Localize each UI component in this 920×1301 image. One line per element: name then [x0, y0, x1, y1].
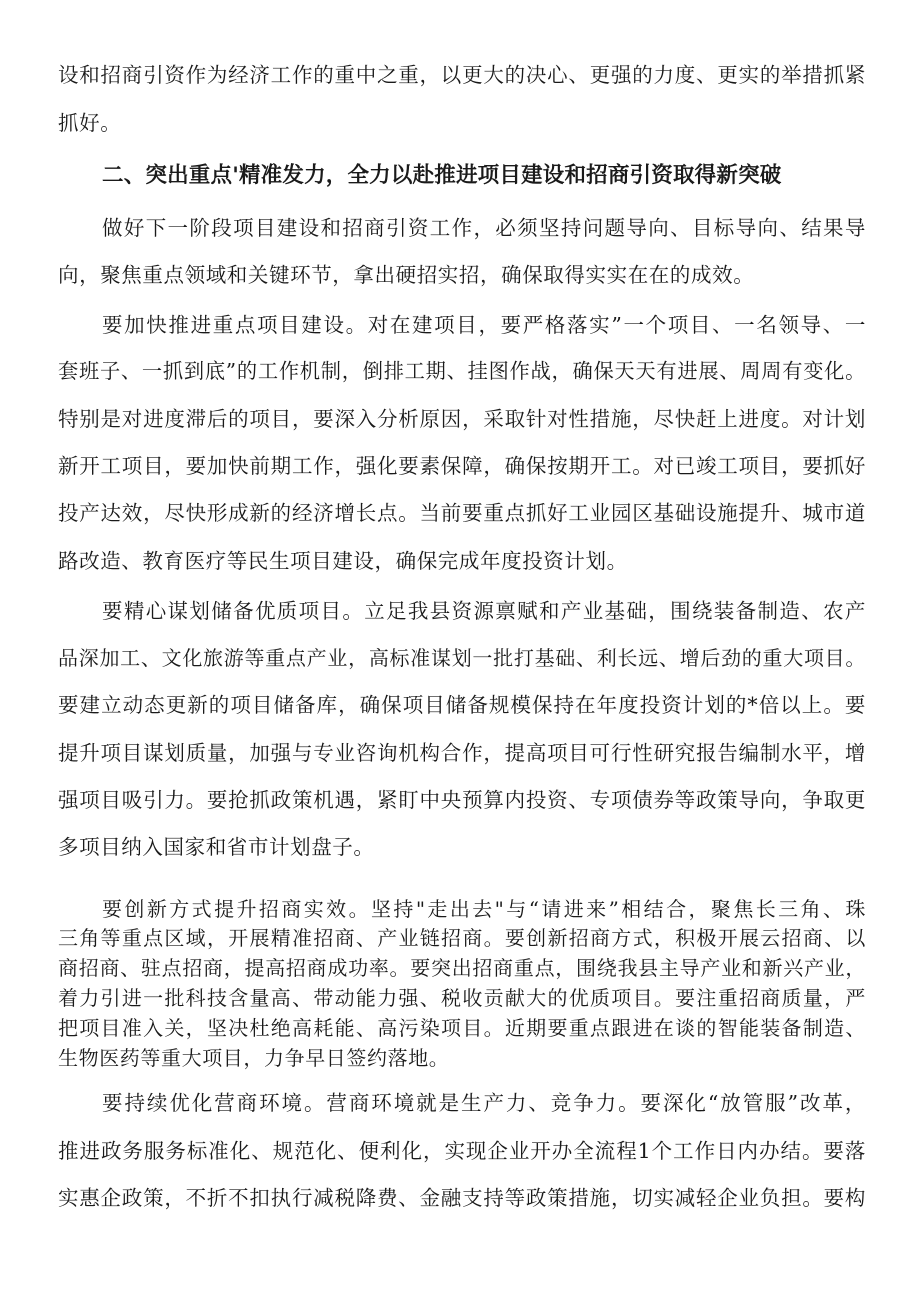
text-line: 生物医药等重大项目，力争早日签约落地。: [58, 1046, 450, 1070]
text-line: 套班子、一抓到底”的工作机制，倒排工期、挂图作战，确保天天有进展、周周有变化。: [58, 359, 866, 383]
text-line: 新开工项目，要加快前期工作，强化要素保障，确保按期开工。对已竣工项目，要抓好: [58, 454, 866, 478]
text-line: 要建立动态更新的项目储备库，确保项目储备规模保持在年度投资计划的*倍以上。要: [58, 693, 866, 717]
text-line: 要持续优化营商环境。营商环境就是生产力、竞争力。要深化“放管服”改革，: [102, 1091, 866, 1115]
text-line: 多项目纳入国家和省市计划盘子。: [58, 835, 375, 859]
text-line: 把项目准入关，坚决杜绝高耗能、高污染项目。近期要重点跟进在谈的智能装备制造、: [58, 1016, 866, 1040]
text-line: 商招商、驻点招商，提高招商成功率。要突出招商重点，围绕我县主导产业和新兴产业，: [58, 956, 866, 980]
text-line: 强项目吸引力。要抢抓政策机遇，紧盯中央预算内投资、专项债券等政策导向，争取更: [58, 788, 866, 812]
text-line: 推进政务服务标准化、规范化、便利化，实现企业开办全流程1个工作日内办结。要落: [58, 1139, 866, 1163]
text-line: 实惠企政策，不折不扣执行减税降费、金融支持等政策措施，切实减轻企业负担。要构: [58, 1186, 866, 1210]
text-line: 要创新方式提升招商实效。坚持"走出去"与“请进来”相结合，聚焦长三角、珠: [102, 897, 866, 921]
text-line: 着力引进一批科技含量高、带动能力强、税收贡献大的优质项目。要注重招商质量，严: [58, 986, 866, 1010]
text-line: 特别是对进度滞后的项目，要深入分析原因，采取针对性措施，尽快赶上进度。对计划: [58, 407, 866, 431]
text-line: 向，聚焦重点领域和关键环节，拿出硬招实招，确保取得实实在在的成效。: [58, 263, 755, 287]
text-line: 抓好。: [58, 111, 122, 135]
text-line: 要加快推进重点项目建设。对在建项目，要严格落实”一个项目、一名领导、一: [102, 313, 866, 337]
text-line: 投产达效，尽快形成新的经济增长点。当前要重点抓好工业园区基础设施提升、城市道: [58, 501, 866, 525]
text-line: 要精心谋划储备优质项目。立足我县资源禀赋和产业基础，围绕装备制造、农产: [102, 599, 866, 623]
text-line: 提升项目谋划质量，加强与专业咨询机构合作，提高项目可行性研究报告编制水平，增: [58, 741, 866, 765]
text-line: 品深加工、文化旅游等重点产业，高标准谋划一批打基础、利长远、增后劲的重大项目。: [58, 646, 866, 670]
text-line: 三角等重点区域，开展精准招商、产业链招商。要创新招商方式，积极开展云招商、以: [58, 926, 866, 950]
text-line: 设和招商引资作为经济工作的重中之重，以更大的决心、更强的力度、更实的举措抓紧: [58, 63, 866, 87]
section-heading: 二、突出重点'精准发力，全力以赴推进项目建设和招商引资取得新突破: [102, 163, 782, 188]
text-line: 路改造、教育医疗等民生项目建设，确保完成年度投资计划。: [58, 549, 628, 573]
text-line: 做好下一阶段项目建设和招商引资工作，必须坚持问题导向、目标导向、结果导: [102, 216, 866, 240]
